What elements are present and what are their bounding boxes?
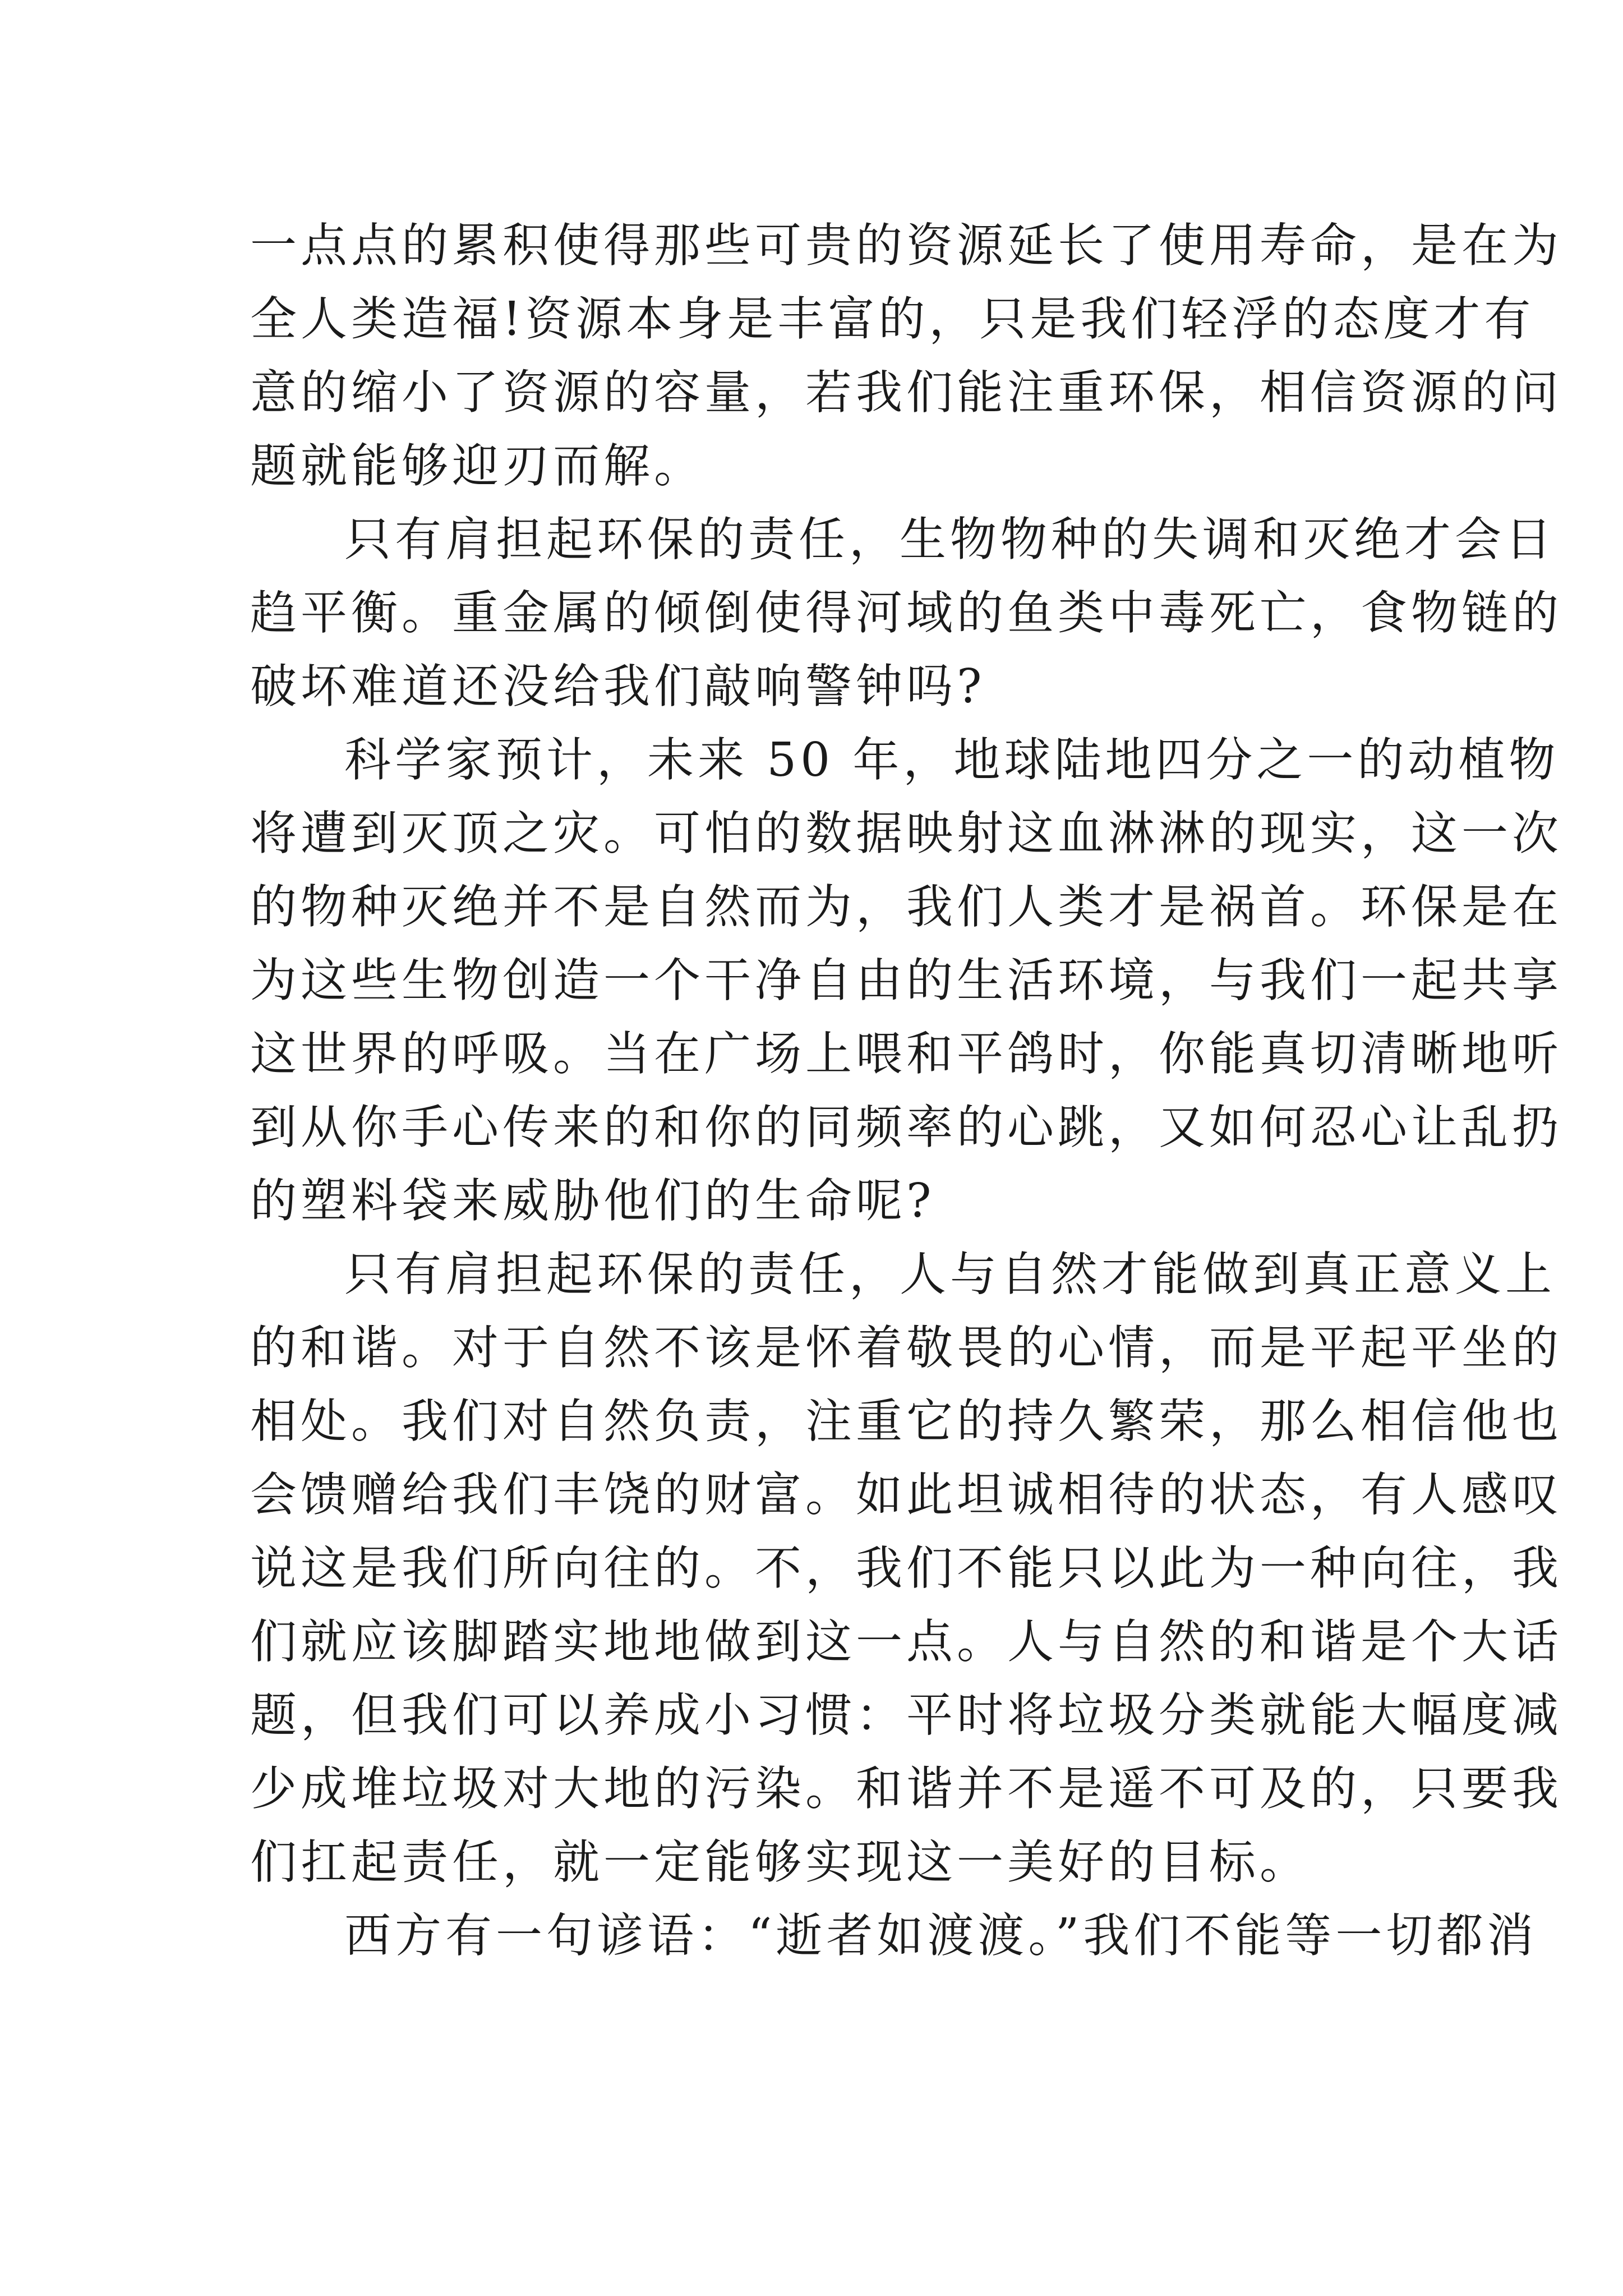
text-line: 少成堆垃圾对大地的污染。和谐并不是遥不可及的，只要我 bbox=[250, 1761, 1562, 1816]
body-text bbox=[250, 209, 1562, 1972]
text-line: 这世界的呼吸。当在广场上喂和平鸽时，你能真切清晰地听 bbox=[250, 1027, 1562, 1081]
text-line: 将遭到灭顶之灾。可怕的数据映射这血淋淋的现实，这一次 bbox=[250, 806, 1562, 861]
text-line: 西方有一句谚语：“逝者如渡渡。”我们不能等一切都消 bbox=[344, 1908, 1538, 1963]
text-line: 为这些生物创造一个干净自由的生活环境，与我们一起共享 bbox=[250, 953, 1562, 1007]
text-line: 一点点的累积使得那些可贵的资源延长了使用寿命，是在为 bbox=[250, 218, 1562, 273]
text-line: 们就应该脚踏实地地做到这一点。人与自然的和谐是个大话 bbox=[250, 1614, 1562, 1669]
text-line: 只有肩担起环保的责任，生物物种的失调和灭绝才会日 bbox=[344, 512, 1556, 567]
text-line: 到从你手心传来的和你的同频率的心跳，又如何忍心让乱扔 bbox=[250, 1100, 1562, 1154]
text-line: 会馈赠给我们丰饶的财富。如此坦诚相待的状态，有人感叹 bbox=[250, 1467, 1562, 1522]
text-line: 意的缩小了资源的容量，若我们能注重环保，相信资源的问 bbox=[250, 365, 1562, 420]
text-line: 题就能够迎刃而解。 bbox=[250, 439, 704, 493]
text-line: 的塑料袋来威胁他们的生命呢? bbox=[250, 1174, 935, 1228]
text-line: 破坏难道还没给我们敲响警钟吗? bbox=[250, 659, 986, 714]
text-line: 的物种灭绝并不是自然而为，我们人类才是祸首。环保是在 bbox=[250, 880, 1562, 934]
text-line: 题，但我们可以养成小习惯：平时将垃圾分类就能大幅度减 bbox=[250, 1688, 1562, 1742]
text-line: 趋平衡。重金属的倾倒使得河域的鱼类中毒死亡，食物链的 bbox=[250, 586, 1562, 640]
text-line: 们扛起责任，就一定能够实现这一美好的目标。 bbox=[250, 1835, 1310, 1889]
text-line: 只有肩担起环保的责任，人与自然才能做到真正意义上 bbox=[344, 1247, 1556, 1301]
text-line: 科学家预计，未来 50 年，地球陆地四分之一的动植物 bbox=[344, 733, 1560, 787]
text-line: 的和谐。对于自然不该是怀着敬畏的心情，而是平起平坐的 bbox=[250, 1320, 1562, 1375]
text-line: 全人类造福!资源本身是丰富的，只是我们轻浮的态度才有 bbox=[250, 292, 1535, 346]
text-line: 说这是我们所向往的。不，我们不能只以此为一种向往，我 bbox=[250, 1541, 1562, 1595]
text-line: 相处。我们对自然负责，注重它的持久繁荣，那么相信他也 bbox=[250, 1394, 1562, 1448]
